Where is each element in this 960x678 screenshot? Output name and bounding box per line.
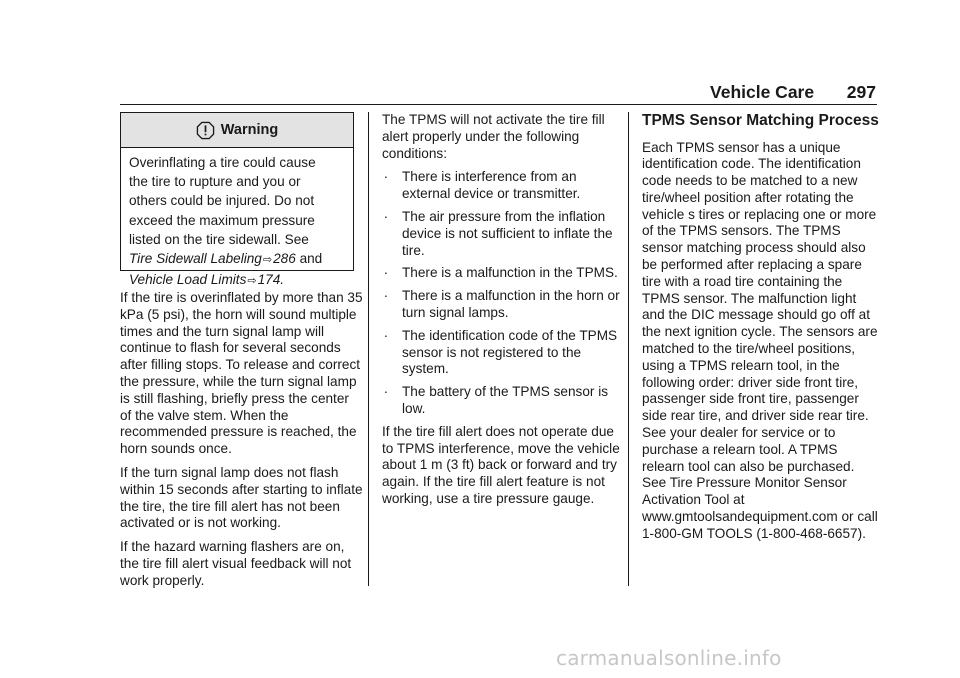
paragraph: If the tire is overinflated by more than 35 kPa (5 psi), the horn will sound multiple times and the turn signal lamp will continue to flash for several seconds after filling stops. To release and correct the pressure, while the turn signal lamp is still flashing, briefly press the center of the valve stem. When the recommended pressure is reached, the horn sounds once. (120, 290, 363, 457)
page-header (710, 84, 876, 101)
warning-header (121, 113, 353, 148)
list-item: . The battery of the TPMS sensor is low. (382, 384, 620, 418)
section-heading: TPMS Sensor Matching Process (642, 112, 879, 129)
page-ref-arrow-icon: ⇨ (247, 275, 257, 288)
list-item: . The identification code of the TPMS sensor is not registered to the system. (382, 328, 620, 378)
conditions-list (382, 169, 620, 417)
section-title-header: Vehicle Care (710, 82, 815, 102)
page-number: 297 (846, 82, 876, 102)
warning-line: exceed the maximum pressure (129, 212, 315, 228)
list-item: . The air pressure from the inflation device is not sufficient to inflate the tire. (382, 209, 620, 259)
warning-icon (196, 121, 215, 140)
list-item: . There is a malfunction in the TPMS. (382, 265, 620, 282)
watermark: carmanualsonline.info (556, 646, 782, 670)
paragraph: If the tire fill alert does not operate due to TPMS interference, move the vehicle about 1 m (3 ft) back or forward and try again. If the tire fill alert feature is not working, use a tire pressure gauge. (382, 423, 620, 506)
warning-title: Warning (220, 121, 279, 138)
column-divider-2 (628, 112, 629, 586)
warning-line: listed on the tire sidewall. See (129, 231, 309, 247)
warning-line: others could be injured. Do not (129, 193, 315, 209)
list-item: . There is a malfunction in the horn or turn signal lamps. (382, 288, 620, 322)
warning-text (121, 148, 353, 291)
header-rule (120, 104, 877, 105)
warning-and: and (299, 251, 323, 267)
list-item: . There is interference from an external device or transmitter. (382, 169, 620, 203)
warning-line: Overinflating a tire could cause (129, 155, 316, 170)
paragraph: If the hazard warning flashers are on, the tire fill alert visual feedback will not work properly. (120, 539, 352, 588)
paragraph: If the turn signal lamp does not flash within 15 seconds after starting to inflate the tire, the tire fill alert has not been activated or is not working. (120, 464, 363, 531)
paragraph: Each TPMS sensor has a unique identification code. The identification code needs to be matched to a new tire/wheel position after rotating the vehicle s tires or replacing one or more of the TPMS sensors. The TPMS sensor matching process should also be performed after replacing a spare tire with a road tire containing the TPMS sensor. The malfunction light and the DIC message should go off at the next ignition cycle. The sensors are matched to the tire/wheel positions, using a TPMS relearn tool, in the following order: driver side front tire, passenger side front tire, passenger side rear tire, and driver side rear tire. See your dealer for service or to purchase a relearn tool. A TPMS relearn tool can also be purchased. See Tire Pressure Monitor Sensor Activation Tool at www.gmtoolsandequipment.com or call 1-800-GM TOOLS (1-800-468-6657). (642, 139, 878, 541)
column-3 (642, 112, 880, 550)
warning-box (120, 112, 354, 288)
warning-line (129, 270, 353, 291)
xref-tire-sidewall-labeling[interactable]: Tire Sidewall Labeling⇨286 (129, 251, 296, 267)
page-ref-arrow-icon: ⇨ (262, 254, 273, 267)
column-2 (382, 112, 620, 515)
column-divider-1 (368, 112, 369, 586)
warning-line: the tire to rupture and you or (129, 174, 301, 190)
paragraph: The TPMS will not activate the tire fill alert properly under the following conditions: (382, 112, 605, 161)
xref-vehicle-load-limits[interactable]: Vehicle Load Limits⇨174. (129, 272, 285, 288)
warning-line (129, 249, 353, 270)
column-1 (120, 290, 364, 597)
